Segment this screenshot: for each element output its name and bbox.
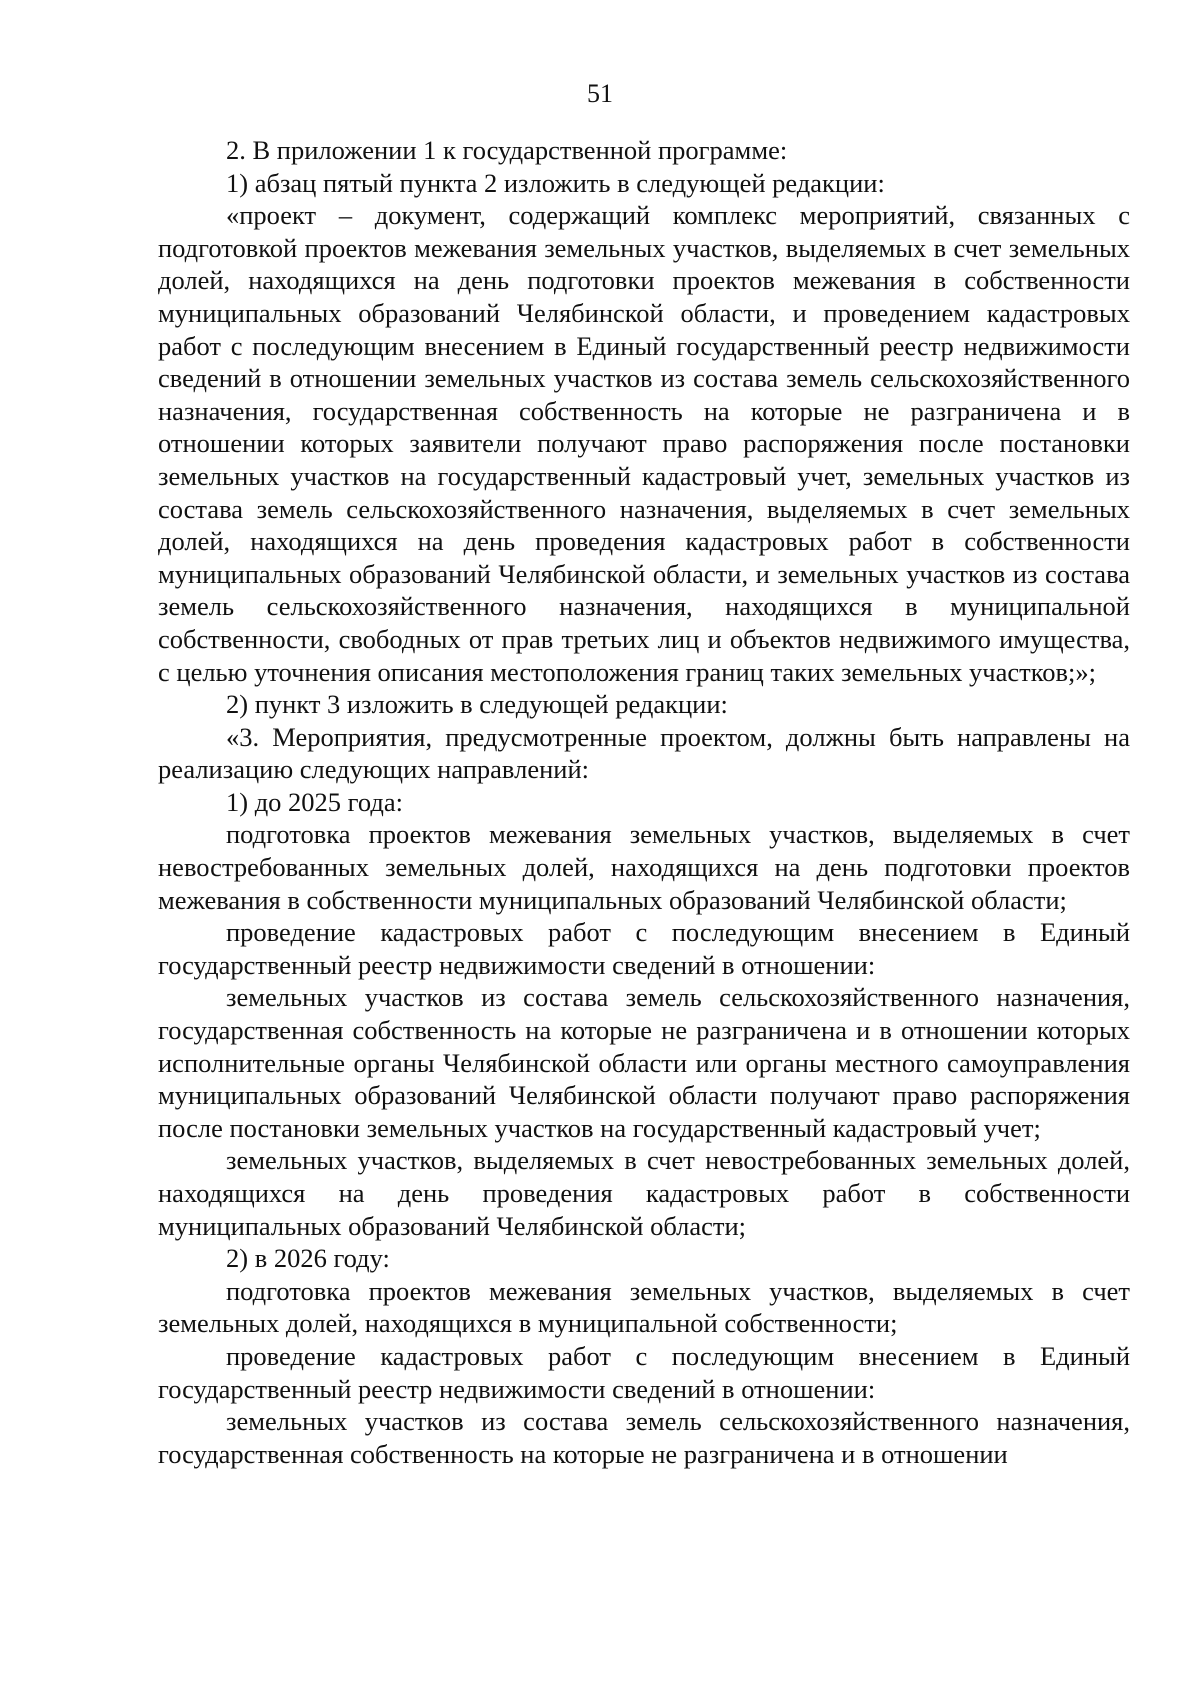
- page-number: 51: [587, 79, 613, 108]
- paragraph-unclaimed-shares-2025: земельных участков, выделяемых в счет невостребованных земельных долей, находящихся на день проведения кадастровых работ в собственности муниципальных образований Челябинской области;: [158, 1145, 1130, 1241]
- paragraph-appendix-intro: 2. В приложении 1 к государственной программе:: [226, 135, 788, 165]
- paragraph-agricultural-land-2025: земельных участков из состава земель сельскохозяйственного назначения, государственная собственность на которые не разграничена и в отношении которых исполнительные органы Челябинской области или органы местного самоуправления муниципальных образований Челябинской области получают право распоряжения после постановки земельных участков на государственный кадастровый учет;: [158, 982, 1130, 1143]
- paragraph-cadastral-works-2025: проведение кадастровых работ с последующим внесением в Единый государственный реестр недвижимости сведений в отношении:: [158, 917, 1130, 980]
- paragraph-survey-preparation-2026: подготовка проектов межевания земельных участков, выделяемых в счет земельных долей, находящихся в муниципальной собственности;: [158, 1275, 1130, 1339]
- paragraph-in-2026: 2) в 2026 году:: [226, 1243, 390, 1274]
- paragraph-item-2: 2) пункт 3 изложить в следующей редакции:: [226, 689, 728, 720]
- paragraph-project-definition: «проект – документ, содержащий комплекс мероприятий, связанных с подготовкой проектов межевания земельных участков, выделяемых в счет земельных долей, находящихся на день подготовки проектов межевания в собственности муниципальных образований Челябинской области, и проведением кадастровых работ с последующим внесением в Единый государственный реестр недвижимости сведений в отношении земельных участков из состава земель сельскохозяйственного назначения, государственная собственность на которые не разграничена и в отношении которых заявители получают право распоряжения после постановки земельных участков на государственный кадастровый учет, земельных участков из состава земель сельскохозяйственного назначения, выделяемых в счет земельных долей, находящихся на день проведения кадастровых работ в собственности муниципальных образований Челябинской области, и земельных участков из состава земель сельскохозяйственного назначения, находящихся в муниципальной собственности, свободных от прав третьих лиц и объектов недвижимого имущества, с целью уточнения описания местоположения границ таких земельных участков;»;: [158, 200, 1130, 687]
- paragraph-cadastral-works-2026: проведение кадастровых работ с последующим внесением в Единый государственный реестр недвижимости сведений в отношении:: [158, 1340, 1130, 1404]
- paragraph-agricultural-land-2026: земельных участков из состава земель сельскохозяйственного назначения, государственная собственность на которые не разграничена и в отношении: [158, 1406, 1130, 1469]
- document-body: [158, 134, 1130, 1470]
- paragraph-clause-3: «3. Мероприятия, предусмотренные проектом, должны быть направлены на реализацию следующих направлений:: [158, 721, 1130, 785]
- paragraph-until-2025: 1) до 2025 года:: [226, 786, 403, 817]
- paragraph-survey-preparation-2025: подготовка проектов межевания земельных участков, выделяемых в счет невостребованных земельных долей, находящихся на день подготовки проектов межевания в собственности муниципальных образований Челябинской области;: [158, 819, 1130, 915]
- paragraph-item-1: 1) абзац пятый пункта 2 изложить в следующей редакции:: [226, 167, 885, 198]
